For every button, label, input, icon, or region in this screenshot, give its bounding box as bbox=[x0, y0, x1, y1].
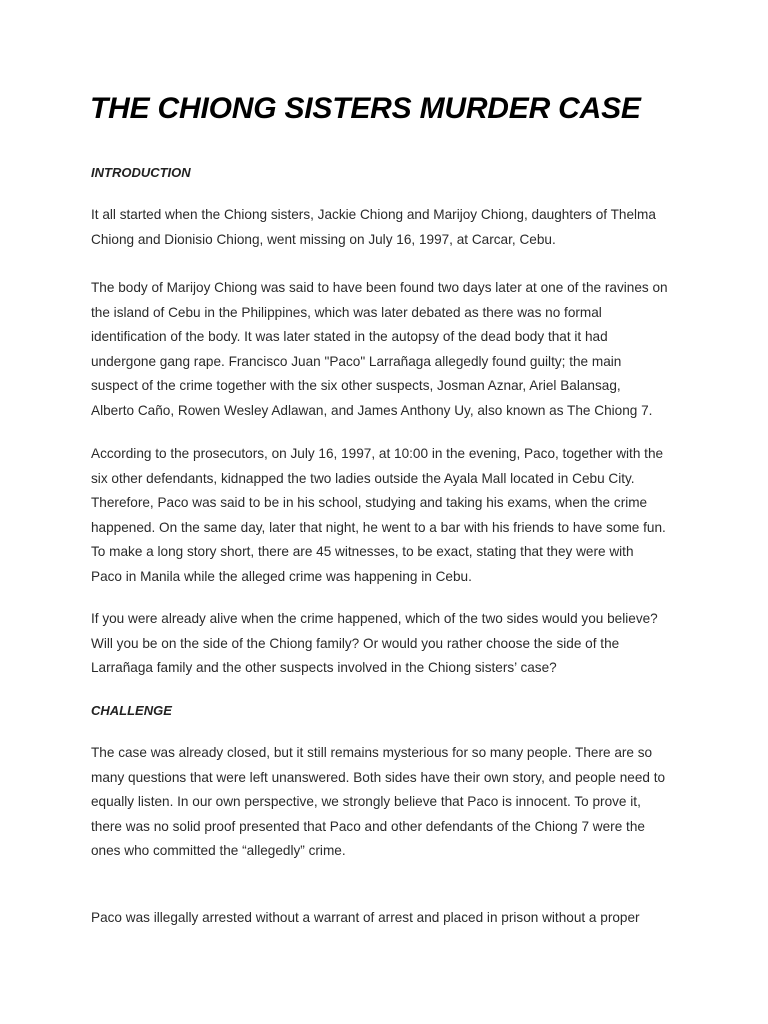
text-line: equally listen. In our own perspective, we strongly believe that Paco is innocent. To prove it, bbox=[91, 794, 641, 809]
section-heading-introduction: INTRODUCTION bbox=[91, 165, 191, 180]
paragraph-intro-2 bbox=[91, 276, 691, 423]
text-line: Paco in Manila while the alleged crime was happening in Cebu. bbox=[91, 568, 472, 584]
text-line: ones who committed the “allegedly” crime. bbox=[91, 843, 346, 858]
paragraph-challenge-1 bbox=[91, 741, 691, 864]
section-heading-challenge: CHALLENGE bbox=[91, 703, 172, 718]
paragraph-intro-1 bbox=[91, 203, 691, 252]
text-line: Larrañaga family and the other suspects involved in the Chiong sisters’ case? bbox=[91, 660, 557, 675]
text-line: suspect of the crime together with the six other suspects, Josman Aznar, Ariel Balansag, bbox=[91, 378, 621, 393]
text-line: The body of Marijoy Chiong was said to have been found two days later at one of the ravines on bbox=[91, 280, 668, 295]
text-line: Alberto Caño, Rowen Wesley Adlawan, and James Anthony Uy, also known as The Chiong 7. bbox=[91, 402, 653, 418]
text-line: Chiong and Dionisio Chiong, went missing on July 16, 1997, at Carcar, Cebu. bbox=[91, 231, 556, 247]
text-line: Paco was illegally arrested without a warrant of arrest and placed in prison without a proper bbox=[91, 910, 640, 925]
paragraph-intro-4 bbox=[91, 607, 691, 681]
text-line: Will you be on the side of the Chiong family? Or would you rather choose the side of the bbox=[91, 635, 620, 651]
text-line: It all started when the Chiong sisters, Jackie Chiong and Marijoy Chiong, daughters of Thelma bbox=[91, 207, 656, 222]
text-line: there was no solid proof presented that Paco and other defendants of the Chiong 7 were the bbox=[91, 818, 645, 834]
paragraph-challenge-2 bbox=[91, 906, 691, 931]
text-line: undergone gang rape. Francisco Juan "Paco" Larrañaga allegedly found guilty; the main bbox=[91, 353, 622, 369]
text-line: According to the prosecutors, on July 16, 1997, at 10:00 in the evening, Paco, together with the bbox=[91, 446, 664, 461]
text-line: the island of Cebu in the Philippines, which was later debated as there was no formal bbox=[91, 304, 602, 320]
paragraph-intro-3 bbox=[91, 442, 691, 589]
text-line: To make a long story short, there are 45 witnesses, to be exact, stating that they were with bbox=[91, 544, 634, 559]
text-line: many questions that were left unanswered. Both sides have their own story, and people need to bbox=[91, 769, 666, 785]
text-line: Therefore, Paco was said to be in his school, studying and taking his exams, when the crime bbox=[91, 495, 648, 510]
text-line: The case was already closed, but it still remains mysterious for so many people. There are so bbox=[91, 745, 653, 760]
text-line: happened. On the same day, later that night, he went to a bar with his friends to have some fun. bbox=[91, 519, 666, 535]
text-line: identification of the body. It was later stated in the autopsy of the dead body that it had bbox=[91, 329, 608, 344]
text-line: If you were already alive when the crime happened, which of the two sides would you believe? bbox=[91, 611, 658, 626]
document-title: THE CHIONG SISTERS MURDER CASE bbox=[90, 92, 641, 125]
text-line: six other defendants, kidnapped the two ladies outside the Ayala Mall located in Cebu City. bbox=[91, 470, 635, 486]
